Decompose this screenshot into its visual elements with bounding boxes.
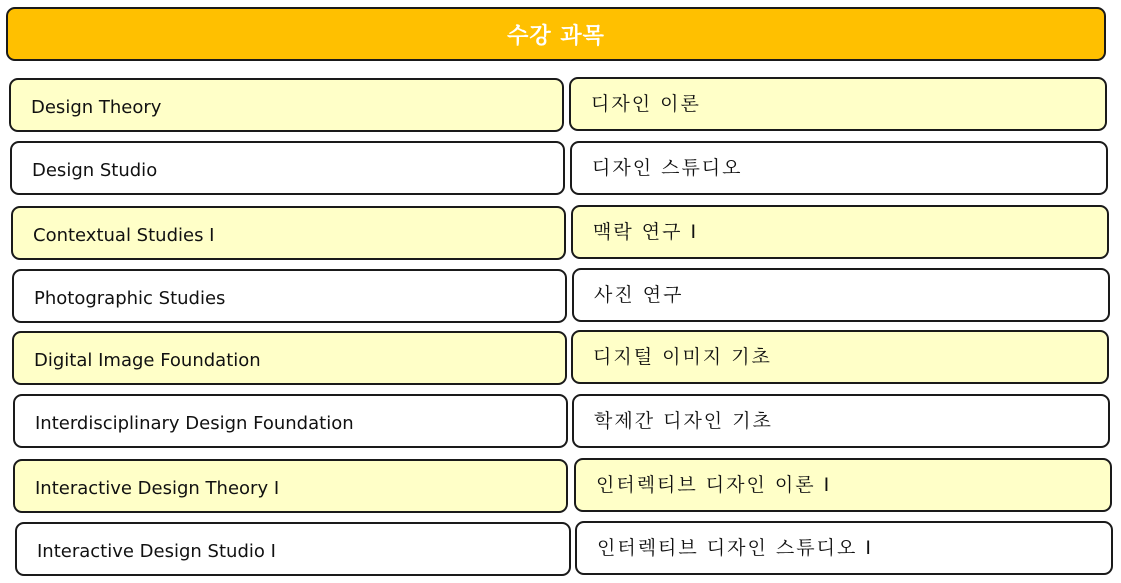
- course-name-en: Design Studio: [10, 141, 565, 195]
- course-name-ko: 디자인 스튜디오: [570, 141, 1108, 195]
- course-name-ko: 사진 연구: [572, 268, 1110, 322]
- course-name-en: Contextual Studies I: [11, 206, 566, 260]
- course-name-ko: 맥락 연구 I: [571, 205, 1109, 259]
- course-name-ko: 인터렉티브 디자인 스튜디오 I: [575, 521, 1113, 575]
- course-name-en: Interactive Design Studio I: [15, 522, 571, 576]
- page-title: 수강 과목: [6, 7, 1106, 61]
- course-name-en: Interdisciplinary Design Foundation: [13, 394, 568, 448]
- course-name-en: Digital Image Foundation: [12, 331, 567, 385]
- course-name-en: Photographic Studies: [12, 269, 567, 323]
- course-name-ko: 인터렉티브 디자인 이론 I: [574, 458, 1112, 512]
- course-name-en: Design Theory: [9, 78, 564, 132]
- course-name-ko: 학제간 디자인 기초: [572, 394, 1110, 448]
- course-name-ko: 디지털 이미지 기초: [571, 330, 1109, 384]
- course-name-ko: 디자인 이론: [569, 77, 1107, 131]
- course-name-en: Interactive Design Theory I: [13, 459, 568, 513]
